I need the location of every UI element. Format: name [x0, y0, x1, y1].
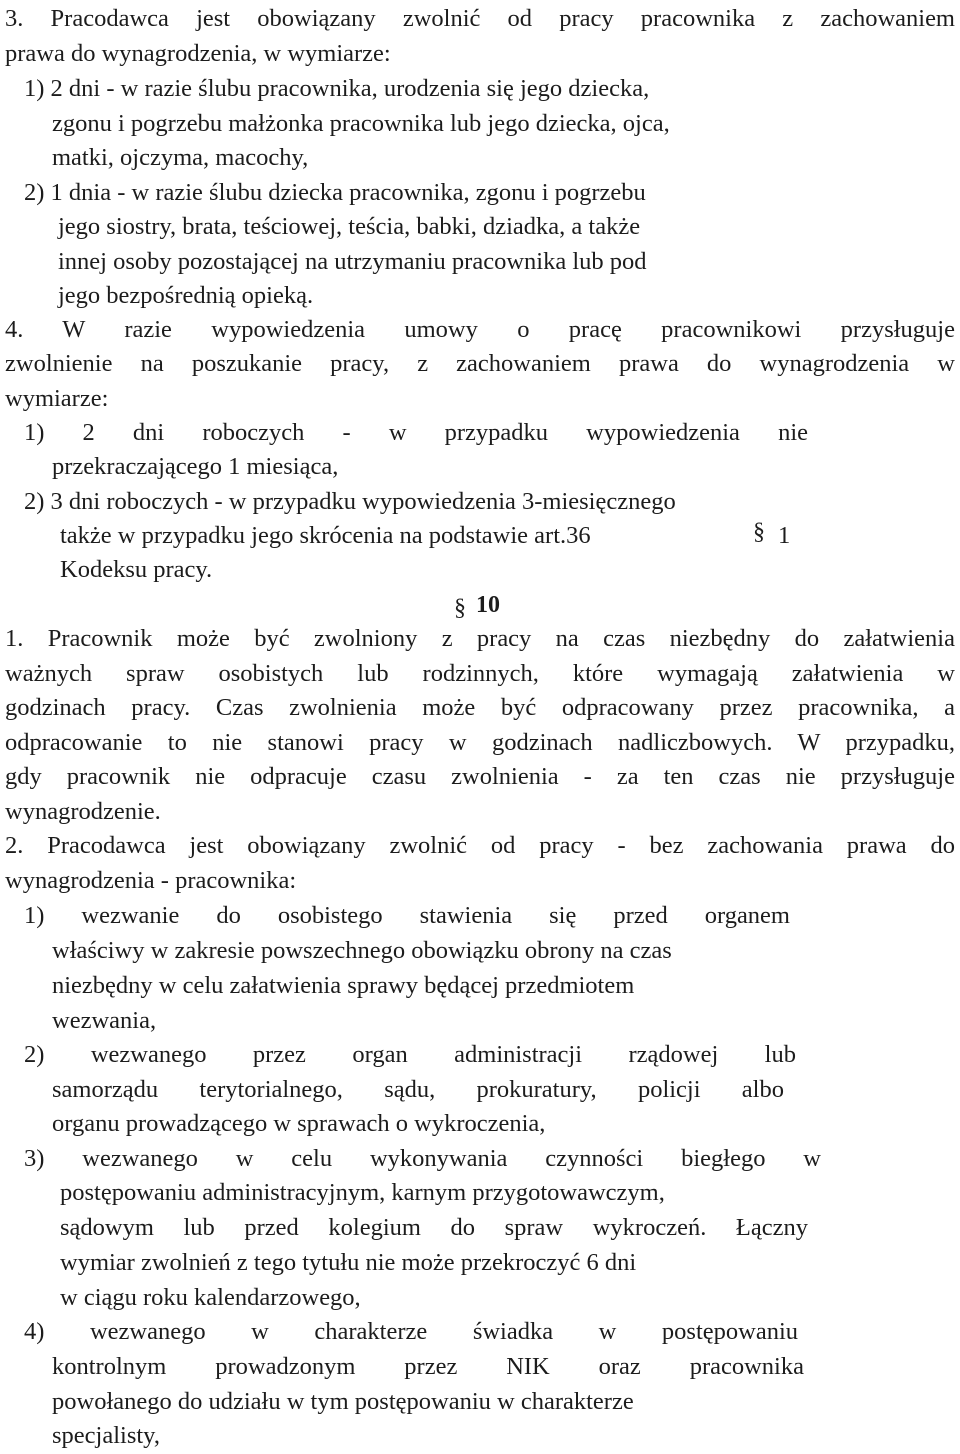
text-line: zwolnienie na poszukanie pracy, z zachowaniem prawa do wynagrodzenia w [5, 350, 955, 377]
section-sign: § [753, 519, 765, 545]
text-line: godzinach pracy. Czas zwolnienia może być odpracowany przez pracownika, a [5, 694, 955, 721]
text-line: powołanego do udziału w tym postępowaniu w charakterze [52, 1388, 634, 1415]
text-line: wymiar zwolnień z tego tytułu nie może przekroczyć 6 dni [60, 1249, 637, 1276]
text-line: zgonu i pogrzebu małżonka pracownika lub jego dziecka, ojca, [52, 110, 670, 137]
list-item: 3) wezwanego w celu wykonywania czynności biegłego w [24, 1145, 821, 1172]
text-line: wynagrodzenie. [5, 798, 161, 825]
text-line: prawa do wynagrodzenia, w wymiarze: [5, 40, 391, 67]
text-line: 3. Pracodawca jest obowiązany zwolnić od pracy pracownika z zachowaniem [5, 5, 955, 32]
text-line: innej osoby pozostającej na utrzymaniu pracownika lub pod [58, 248, 647, 275]
text-line: 1 [778, 522, 791, 549]
list-item: 2) wezwanego przez organ administracji rządowej lub [24, 1041, 796, 1068]
list-item: 1) wezwanie do osobistego stawienia się przed organem [24, 902, 790, 929]
text-line: w ciągu roku kalendarzowego, [60, 1284, 361, 1311]
section-sign: § [454, 595, 466, 621]
text-line: także w przypadku jego skrócenia na podstawie art.36 [60, 522, 591, 549]
text-line: Kodeksu pracy. [60, 556, 213, 583]
text-line: kontrolnym prowadzonym przez NIK oraz pracownika [52, 1353, 804, 1380]
text-line: odpracowanie to nie stanowi pracy w godzinach nadliczbowych. W przypadku, [5, 729, 955, 756]
text-line: przekraczającego 1 miesiąca, [52, 453, 339, 480]
list-item: 4) wezwanego w charakterze świadka w postępowaniu [24, 1318, 798, 1345]
text-line: 1. Pracownik może być zwolniony z pracy na czas niezbędny do załatwienia [5, 625, 955, 652]
text-line: 2. Pracodawca jest obowiązany zwolnić od pracy - bez zachowania prawa do [5, 832, 955, 859]
list-item: 2) 1 dnia - w razie ślubu dziecka pracownika, zgonu i pogrzebu [24, 179, 646, 206]
text-line: wezwania, [52, 1007, 157, 1034]
text-line: gdy pracownik nie odpracuje czasu zwolnienia - za ten czas nie przysługuje [5, 763, 955, 790]
section-number: 10 [476, 592, 500, 618]
text-line: matki, ojczyma, macochy, [52, 144, 309, 171]
text-line: wymiarze: [5, 385, 109, 412]
list-item: 1) 2 dni - w razie ślubu pracownika, urodzenia się jego dziecka, [24, 75, 650, 102]
text-line: wynagrodzenia - pracownika: [5, 867, 297, 894]
text-line: ważnych spraw osobistych lub rodzinnych, które wymagają załatwienia w [5, 660, 955, 687]
text-line: jego siostry, brata, teściowej, teścia, babki, dziadka, a także [58, 213, 641, 240]
text-line: sądowym lub przed kolegium do spraw wykroczeń. Łączny [60, 1214, 808, 1241]
list-item: 2) 3 dni roboczych - w przypadku wypowiedzenia 3-miesięcznego [24, 488, 676, 515]
text-line: samorządu terytorialnego, sądu, prokuratury, policji albo [52, 1076, 784, 1103]
text-line: niezbędny w celu załatwienia sprawy będącej przedmiotem [52, 972, 635, 999]
text-line: organu prowadzącego w sprawach o wykroczenia, [52, 1110, 546, 1137]
list-item: 1) 2 dni roboczych - w przypadku wypowiedzenia nie [24, 419, 808, 446]
text-line: postępowaniu administracyjnym, karnym przygotowawczym, [60, 1179, 665, 1206]
text-line: jego bezpośrednią opieką. [58, 282, 314, 309]
text-line: właściwy w zakresie powszechnego obowiązku obrony na czas [52, 937, 672, 964]
text-line: specjalisty, [52, 1422, 160, 1449]
text-line: 4. W razie wypowiedzenia umowy o pracę pracownikowi przysługuje [5, 316, 955, 343]
